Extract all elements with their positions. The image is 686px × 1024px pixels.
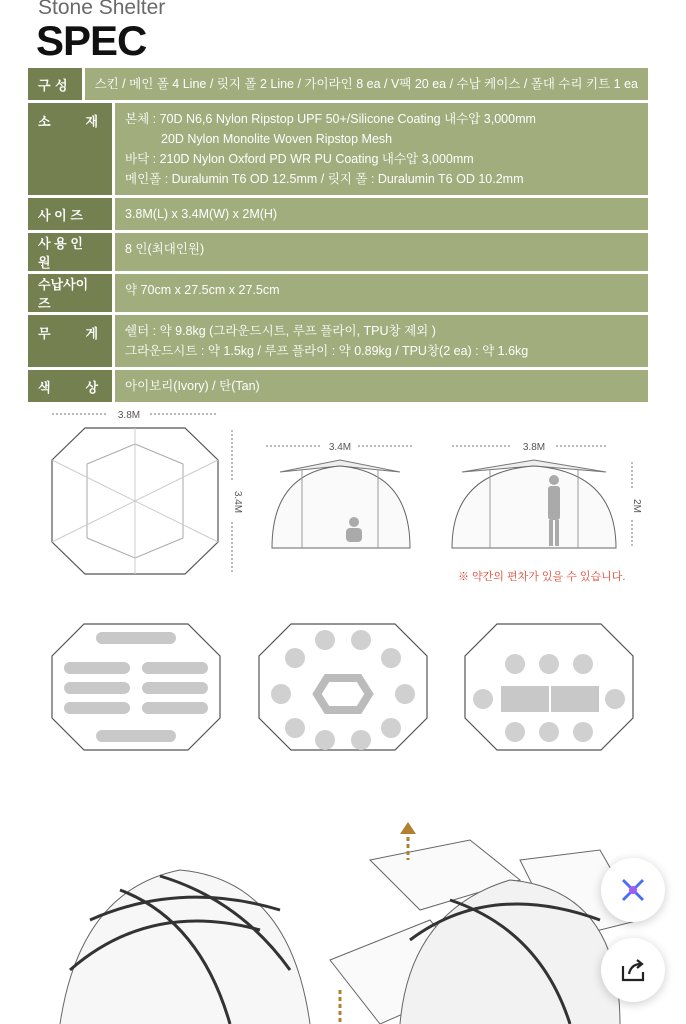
spec-label: 사 용 인 원 xyxy=(38,236,83,270)
brand-subtitle: Stone Shelter xyxy=(38,0,166,19)
spec-label: 재 xyxy=(85,114,98,129)
spec-label: 무 xyxy=(38,326,51,341)
spec-label: 사 이 즈 xyxy=(38,207,83,223)
dimension-label: 3.8M xyxy=(522,442,546,453)
spec-value: 20D Nylon Monolite Woven Ripstop Mesh xyxy=(161,132,393,146)
tent-illustration xyxy=(0,820,686,1024)
spec-value: 아이보리(Ivory) / 탄(Tan) xyxy=(125,379,260,393)
x-logo-icon xyxy=(618,875,648,905)
spec-value: 3.8M(L) x 3.4M(W) x 2M(H) xyxy=(125,207,278,221)
table-seating-diagram xyxy=(463,622,635,752)
spec-row-packed-size xyxy=(28,274,648,312)
sleeping-layout-diagram xyxy=(50,622,222,752)
spec-label: 상 xyxy=(85,379,98,395)
share-button[interactable] xyxy=(601,938,665,1002)
spec-label: 수납사이즈 xyxy=(38,277,89,311)
dimension-label: 3.4M xyxy=(328,442,352,453)
share-icon xyxy=(619,956,647,984)
spec-value: 그라운드시트 : 약 1.5kg / 루프 플라이 : 약 0.89kg / TPU창(2 ea) : 약 1.6kg xyxy=(125,344,529,358)
spec-row-composition xyxy=(28,68,648,100)
spec-row-color xyxy=(28,370,648,402)
circle-seating-diagram xyxy=(257,622,429,752)
side-view-diagram xyxy=(448,436,648,556)
spec-label: 구 xyxy=(38,77,51,93)
spec-table xyxy=(28,68,648,405)
spec-label: 색 xyxy=(38,379,51,395)
spec-value: 본체 : 70D N6,6 Nylon Ripstop UPF 50+/Silicone Coating 내수압 3,000mm xyxy=(125,112,536,126)
spec-row-material xyxy=(28,103,648,195)
brand-title: SPEC xyxy=(36,17,147,64)
spec-row-size xyxy=(28,198,648,230)
spec-row-weight xyxy=(28,315,648,367)
dimension-label: 3.4M xyxy=(232,490,243,514)
top-view-diagram xyxy=(40,402,250,582)
spec-value: 바닥 : 210D Nylon Oxford PD WR PU Coating 내수압 3,000mm xyxy=(125,152,474,166)
spec-value: 스킨 / 메인 폴 4 Line / 릿지 폴 2 Line / 가이라인 8 ea / V팩 20 ea / 수납 케이스 / 폴대 수리 키트 1 ea xyxy=(94,77,638,91)
dimension-label: 3.8M xyxy=(117,410,141,421)
x-logo-button[interactable] xyxy=(601,858,665,922)
spec-row-capacity xyxy=(28,233,648,271)
front-view-diagram xyxy=(262,436,432,556)
spec-value: 쉘터 : 약 9.8kg (그라운드시트, 루프 플라이, TPU창 제외 ) xyxy=(125,324,436,338)
dimension-label: 2M xyxy=(631,499,642,513)
spec-label: 게 xyxy=(85,326,98,341)
spec-value: 메인폴 : Duralumin T6 OD 12.5mm / 릿지 폴 : Duralumin T6 OD 10.2mm xyxy=(125,172,524,186)
spec-value: 약 70cm x 27.5cm x 27.5cm xyxy=(125,283,280,297)
spec-label: 소 xyxy=(38,114,51,129)
tolerance-note: ※ 약간의 편차가 있을 수 있습니다. xyxy=(458,571,626,583)
spec-label: 성 xyxy=(55,77,68,93)
spec-value: 8 인(최대인원) xyxy=(125,242,205,256)
